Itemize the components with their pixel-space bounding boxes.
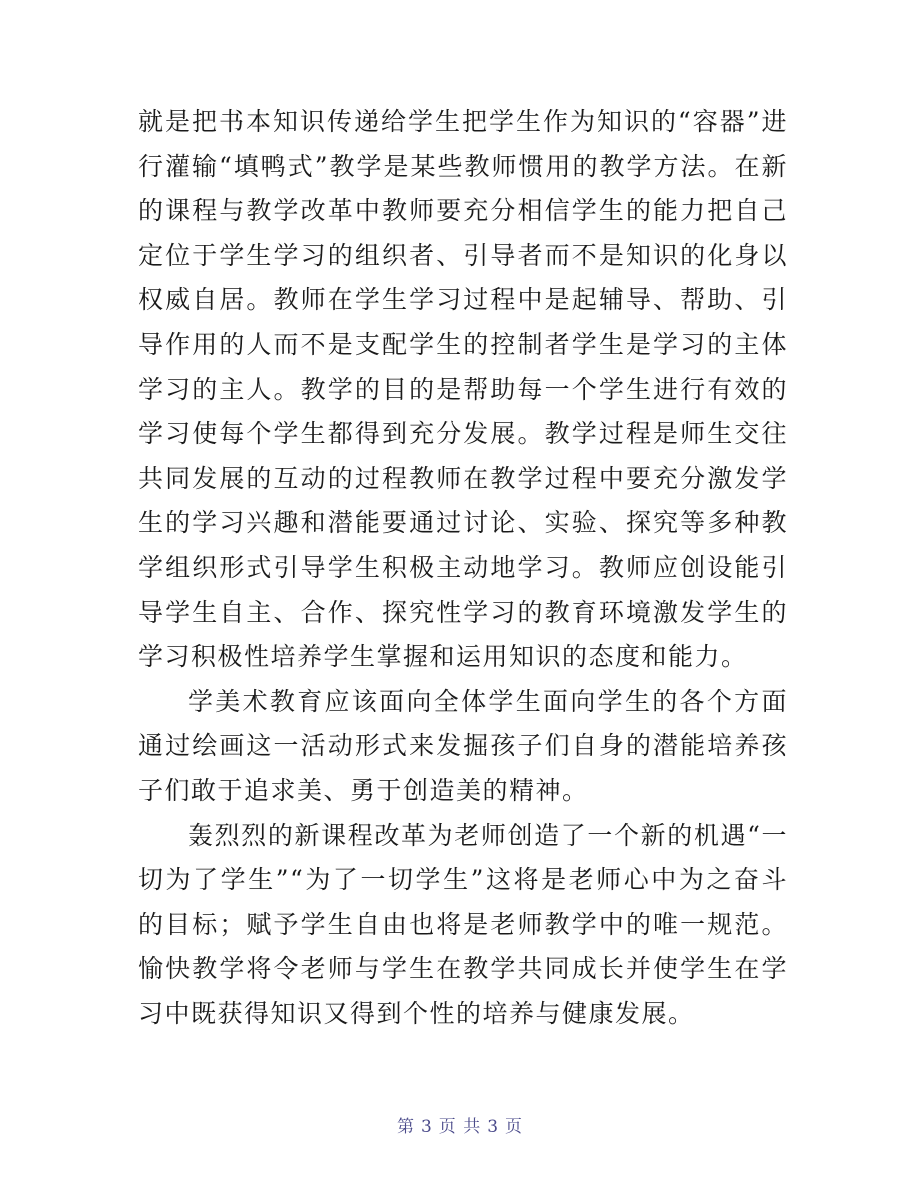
footer-middle: 页 共 bbox=[438, 1117, 482, 1137]
footer-current-page: 3 bbox=[420, 1117, 433, 1137]
footer-prefix: 第 bbox=[396, 1117, 415, 1137]
footer-suffix: 页 bbox=[505, 1117, 524, 1137]
footer-total-pages: 3 bbox=[487, 1117, 500, 1137]
paragraph-2: 学美术教育应该面向全体学生面向学生的各个方面通过绘画这一活动形式来发掘孩子们自身的潜能培养孩子们敢于追求美、勇于创造美的精神。 bbox=[138, 686, 788, 805]
page-footer bbox=[0, 1112, 920, 1137]
paragraph-3: 轰烈烈的新课程改革为老师创造了一个新的机遇“一切为了学生”“为了一切学生”这将是老师心中为之奋斗的目标；赋予学生自由也将是老师教学中的唯一规范。愉快教学将令老师与学生在教学共同成长并使学生在学习中既获得知识又得到个性的培养与健康发展。 bbox=[138, 820, 788, 1028]
document-body bbox=[138, 100, 788, 1036]
paragraph-1: 就是把书本知识传递给学生把学生作为知识的“容器”进行灌输“填鸭式”教学是某些教师惯用的教学方法。在新的课程与教学改革中教师要充分相信学生的能力把自己定位于学生学习的组织者、引导者而不是知识的化身以权威自居。教师在学生学习过程中是起辅导、帮助、引导作用的人而不是支配学生的控制者学生是学习的主体学习的主人。教学的目的是帮助每一个学生进行有效的学习使每个学生都得到充分发展。教学过程是师生交往共同发展的互动的过程教师在教学过程中要充分激发学生的学习兴趣和潜能要通过讨论、实验、探究等多种教学组织形式引导学生积极主动地学习。教师应创设能引导学生自主、合作、探究性学习的教育环境激发学生的学习积极性培养学生掌握和运用知识的态度和能力。 bbox=[138, 107, 788, 672]
